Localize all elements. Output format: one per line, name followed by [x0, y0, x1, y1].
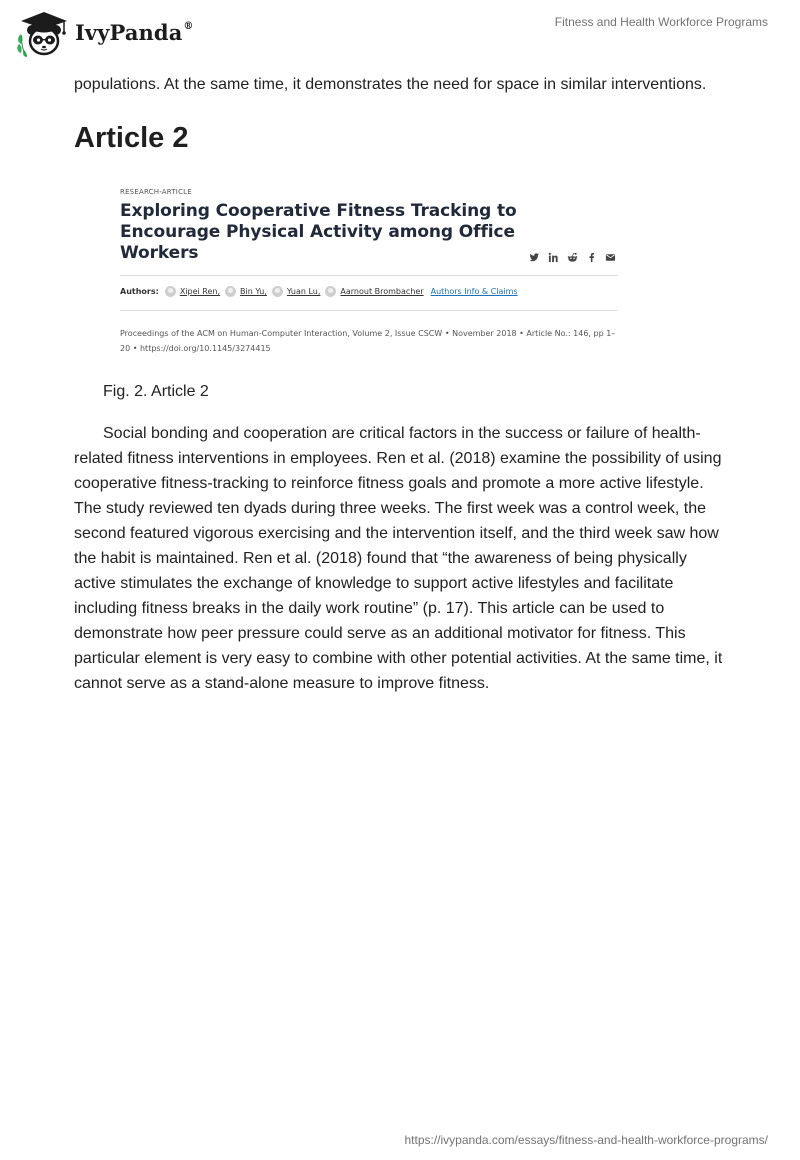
section-heading: Article 2 — [74, 122, 189, 154]
author-item — [225, 286, 267, 297]
brand-name — [75, 20, 194, 45]
facebook-icon — [586, 248, 597, 259]
authors-info-claims-link: Authors Info & Claims — [430, 287, 518, 296]
avatar-icon — [225, 286, 236, 297]
author-item — [272, 286, 320, 297]
figure-divider-top — [120, 275, 618, 276]
body-paragraph: Social bonding and cooperation are critical factors in the success or failure of health-related fitness interventions in employees. Ren et al. (2018) examine the possibility of using cooperative fitness-tracking to reinforce fitness goals and promote a more active lifestyle. The study reviewed ten dyads during three weeks. The first week was a control week, the second featured vigorous exercising and the intervention itself, and the third week saw how the habit is maintained. Ren et al. (2018) found that “the awareness of being physically active stimulates the exchange of knowledge to support active lifestyles and facilitate including fitness breaks in the daily work routine” (p. 17). This article can be used to demonstrate how peer pressure could serve as an additional motivator for fitness. This particular element is very easy to combine with other potential activities. At the same time, it cannot serve as a stand-alone measure to improve fitness. — [74, 425, 723, 692]
share-icons — [529, 248, 616, 259]
article-title: Exploring Cooperative Fitness Tracking to Encourage Physical Activity among Office Workers — [120, 201, 517, 263]
twitter-icon — [529, 248, 540, 259]
author-item — [325, 286, 423, 297]
avatar-icon — [165, 286, 176, 297]
author-name: Bin Yu, — [240, 287, 267, 296]
trademark-symbol: ® — [183, 20, 194, 32]
page-header — [0, 0, 800, 60]
author-name: Xipei Ren, — [179, 287, 221, 296]
figure-caption: Fig. 2. Article 2 — [103, 383, 209, 400]
avatar-icon — [325, 286, 336, 297]
author-name: Yuan Lu, — [286, 287, 321, 296]
intro-paragraph: populations. At the same time, it demonstrates the need for space in similar interventions. — [74, 76, 707, 93]
footer-source-url[interactable]: https://ivypanda.com/essays/fitness-and-health-workforce-programs/ — [404, 1133, 768, 1147]
article-type-label: RESEARCH-ARTICLE — [120, 188, 192, 196]
authors-row — [120, 286, 518, 297]
reddit-icon — [567, 248, 578, 259]
panda-mascot-icon — [15, 6, 73, 58]
author-name: Aarnout Brombacher — [340, 287, 424, 296]
author-item — [165, 286, 220, 297]
linkedin-icon — [548, 248, 559, 259]
figure-divider-bottom — [120, 310, 618, 311]
article-screenshot-figure — [120, 188, 620, 354]
avatar-icon — [272, 286, 283, 297]
brand-name-text: IvyPanda — [75, 19, 183, 45]
essay-content — [74, 72, 726, 696]
running-title: Fitness and Health Workforce Programs — [554, 15, 768, 29]
email-icon — [605, 248, 616, 259]
authors-label: Authors: — [120, 287, 159, 296]
proceedings-info: Proceedings of the ACM on Human-Computer Interaction, Volume 2, Issue CSCW • November 2018 • Article No.: 146, pp 1–20 • https://doi.org/10.1145/3274415 — [120, 329, 616, 353]
ivypanda-logo[interactable] — [15, 6, 194, 58]
